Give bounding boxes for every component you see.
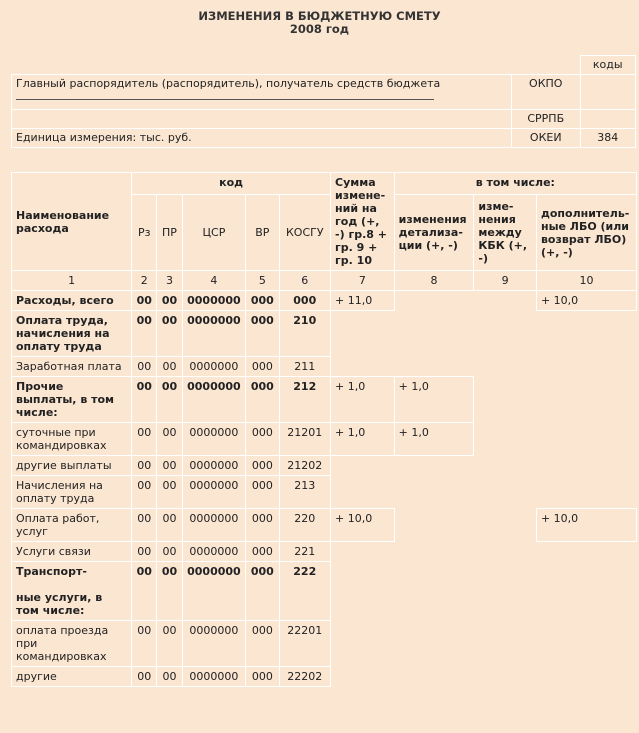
cell-vr: 000 xyxy=(246,542,279,562)
col-kosgu-header: КОСГУ xyxy=(279,195,331,271)
cell-kosgu: 213 xyxy=(279,476,331,509)
cell-csr: 0000000 xyxy=(182,542,246,562)
table-row xyxy=(12,357,637,377)
cell-pr: 00 xyxy=(157,509,182,542)
cell-vr: 000 xyxy=(246,621,279,667)
column-numbers-row xyxy=(12,271,637,291)
cell-kosgu: 222 xyxy=(279,562,331,621)
column-number: 4 xyxy=(182,271,246,291)
cell-detail xyxy=(394,667,474,687)
cell-rz: 00 xyxy=(132,377,157,423)
cell-detail xyxy=(394,476,474,509)
cell-pr: 00 xyxy=(157,291,182,311)
okpo-label: ОКПО xyxy=(512,75,581,110)
column-number: 9 xyxy=(474,271,537,291)
column-number: 8 xyxy=(394,271,474,291)
cell-extra xyxy=(536,621,636,667)
table-row xyxy=(12,621,637,667)
cell-rz: 00 xyxy=(132,357,157,377)
cell-pr: 00 xyxy=(157,357,182,377)
cell-sum xyxy=(331,357,395,377)
cell-csr: 0000000 xyxy=(182,291,246,311)
cell-extra: + 10,0 xyxy=(536,509,636,542)
column-number: 6 xyxy=(279,271,331,291)
cell-vr: 000 xyxy=(246,667,279,687)
cell-extra xyxy=(536,542,636,562)
cell-name: Расходы, всего xyxy=(12,291,132,311)
column-number: 10 xyxy=(536,271,636,291)
cell-between xyxy=(474,357,537,377)
table-row xyxy=(12,456,637,476)
cell-name: Заработная плата xyxy=(12,357,132,377)
cell-pr: 00 xyxy=(157,311,182,357)
cell-pr: 00 xyxy=(157,542,182,562)
cell-between xyxy=(474,377,537,423)
col-between-header: изме-нения между КБК (+, -) xyxy=(474,195,537,271)
col-vr-header: ВР xyxy=(246,195,279,271)
table-row xyxy=(12,311,637,357)
col-incl-header: в том числе: xyxy=(394,173,636,195)
cell-name: Начисления на оплату труда xyxy=(12,476,132,509)
cell-sum: + 10,0 xyxy=(331,509,395,542)
cell-vr: 000 xyxy=(246,377,279,423)
cell-extra xyxy=(536,377,636,423)
table-row xyxy=(12,291,637,311)
cell-kosgu: 21202 xyxy=(279,456,331,476)
cell-sum xyxy=(331,621,395,667)
table-row xyxy=(12,562,637,621)
column-number: 1 xyxy=(12,271,132,291)
cell-vr: 000 xyxy=(246,357,279,377)
cell-kosgu: 212 xyxy=(279,377,331,423)
srrpb-label: СРРПБ xyxy=(512,110,581,129)
table-row xyxy=(12,377,637,423)
col-name-header: Наименование расхода xyxy=(12,173,132,271)
unit-label: Единица измерения: тыс. руб. xyxy=(12,129,512,148)
column-number: 3 xyxy=(157,271,182,291)
srrpb-value xyxy=(580,110,636,129)
cell-pr: 00 xyxy=(157,562,182,621)
cell-detail xyxy=(394,621,474,667)
cell-name: Оплата труда, начисления на оплату труда xyxy=(12,311,132,357)
cell-rz: 00 xyxy=(132,562,157,621)
cell-detail xyxy=(394,291,474,311)
col-extra-header: дополнитель-ные ЛБО (или возврат ЛБО) (+, -) xyxy=(536,195,636,271)
cell-csr: 0000000 xyxy=(182,456,246,476)
table-row xyxy=(12,423,637,456)
cell-csr: 0000000 xyxy=(182,509,246,542)
cell-csr: 0000000 xyxy=(182,423,246,456)
cell-csr: 0000000 xyxy=(182,562,246,621)
cell-kosgu: 22201 xyxy=(279,621,331,667)
cell-sum: + 11,0 xyxy=(331,291,395,311)
cell-kosgu: 21201 xyxy=(279,423,331,456)
col-kod-header: код xyxy=(132,173,331,195)
table-row xyxy=(12,476,637,509)
cell-detail xyxy=(394,562,474,621)
title-line2: 2008 год xyxy=(289,22,350,36)
cell-csr: 0000000 xyxy=(182,377,246,423)
cell-between xyxy=(474,621,537,667)
cell-between xyxy=(474,311,537,357)
cell-csr: 0000000 xyxy=(182,621,246,667)
cell-sum xyxy=(331,667,395,687)
codes-label: коды xyxy=(580,56,636,75)
cell-detail: + 1,0 xyxy=(394,377,474,423)
manager-underline xyxy=(16,98,434,100)
cell-pr: 00 xyxy=(157,621,182,667)
cell-between xyxy=(474,667,537,687)
cell-vr: 000 xyxy=(246,423,279,456)
document-title xyxy=(0,10,639,36)
cell-sum xyxy=(331,456,395,476)
cell-vr: 000 xyxy=(246,509,279,542)
cell-detail xyxy=(394,509,474,542)
cell-sum: + 1,0 xyxy=(331,423,395,456)
cell-sum xyxy=(331,311,395,357)
cell-name: суточные при командировках xyxy=(12,423,132,456)
column-number: 5 xyxy=(246,271,279,291)
cell-name: Услуги связи xyxy=(12,542,132,562)
okei-label: ОКЕИ xyxy=(512,129,581,148)
cell-detail xyxy=(394,542,474,562)
cell-pr: 00 xyxy=(157,377,182,423)
cell-extra xyxy=(536,456,636,476)
cell-vr: 000 xyxy=(246,562,279,621)
cell-sum xyxy=(331,476,395,509)
cell-rz: 00 xyxy=(132,456,157,476)
budget-table xyxy=(11,172,637,687)
cell-vr: 000 xyxy=(246,476,279,509)
cell-kosgu: 220 xyxy=(279,509,331,542)
cell-vr: 000 xyxy=(246,311,279,357)
cell-rz: 00 xyxy=(132,509,157,542)
cell-rz: 00 xyxy=(132,667,157,687)
cell-detail xyxy=(394,311,474,357)
cell-sum xyxy=(331,542,395,562)
cell-vr: 000 xyxy=(246,456,279,476)
okei-value: 384 xyxy=(580,129,636,148)
cell-kosgu: 22202 xyxy=(279,667,331,687)
cell-rz: 00 xyxy=(132,423,157,456)
cell-extra xyxy=(536,562,636,621)
cell-pr: 00 xyxy=(157,423,182,456)
cell-between xyxy=(474,542,537,562)
cell-name: Транспорт- ные услуги, в том числе: xyxy=(12,562,132,621)
cell-pr: 00 xyxy=(157,456,182,476)
cell-detail: + 1,0 xyxy=(394,423,474,456)
column-number: 7 xyxy=(331,271,395,291)
cell-extra xyxy=(536,476,636,509)
table-row xyxy=(12,509,637,542)
col-pr-header: ПР xyxy=(157,195,182,271)
cell-name: Прочие выплаты, в том числе: xyxy=(12,377,132,423)
cell-between xyxy=(474,456,537,476)
cell-csr: 0000000 xyxy=(182,357,246,377)
cell-sum xyxy=(331,562,395,621)
cell-extra xyxy=(536,667,636,687)
col-rz-header: Рз xyxy=(132,195,157,271)
cell-rz: 00 xyxy=(132,542,157,562)
cell-extra xyxy=(536,423,636,456)
main-manager-label: Главный распорядитель (распорядитель), получатель средств бюджета xyxy=(16,77,441,90)
cell-rz: 00 xyxy=(132,476,157,509)
blank-cell xyxy=(12,110,512,129)
header-table xyxy=(11,55,636,148)
table-row xyxy=(12,667,637,687)
col-detail-header: изменения детализа-ции (+, -) xyxy=(394,195,474,271)
cell-extra xyxy=(536,357,636,377)
cell-pr: 00 xyxy=(157,667,182,687)
cell-name: Оплата работ, услуг xyxy=(12,509,132,542)
cell-rz: 00 xyxy=(132,311,157,357)
table-row xyxy=(12,542,637,562)
cell-rz: 00 xyxy=(132,621,157,667)
cell-rz: 00 xyxy=(132,291,157,311)
cell-name: другие выплаты xyxy=(12,456,132,476)
cell-between xyxy=(474,291,537,311)
column-number: 2 xyxy=(132,271,157,291)
cell-between xyxy=(474,423,537,456)
main-manager-cell xyxy=(12,75,512,110)
cell-name: оплата проезда при командировках xyxy=(12,621,132,667)
cell-pr: 00 xyxy=(157,476,182,509)
cell-vr: 000 xyxy=(246,291,279,311)
table-body xyxy=(12,291,637,687)
cell-csr: 0000000 xyxy=(182,311,246,357)
cell-between xyxy=(474,562,537,621)
cell-between xyxy=(474,509,537,542)
okpo-value xyxy=(580,75,636,110)
cell-extra: + 10,0 xyxy=(536,291,636,311)
cell-kosgu: 000 xyxy=(279,291,331,311)
cell-kosgu: 210 xyxy=(279,311,331,357)
cell-sum: + 1,0 xyxy=(331,377,395,423)
cell-detail xyxy=(394,456,474,476)
cell-between xyxy=(474,476,537,509)
cell-kosgu: 211 xyxy=(279,357,331,377)
col-sum-header: Сумма измене-ний на год (+, -) гр.8 + гр. 9 + гр. 10 xyxy=(331,173,395,271)
cell-name: другие xyxy=(12,667,132,687)
cell-csr: 0000000 xyxy=(182,476,246,509)
cell-detail xyxy=(394,357,474,377)
cell-kosgu: 221 xyxy=(279,542,331,562)
title-line1: ИЗМЕНЕНИЯ В БЮДЖЕТНУЮ СМЕТУ xyxy=(198,9,441,23)
col-csr-header: ЦСР xyxy=(182,195,246,271)
cell-csr: 0000000 xyxy=(182,667,246,687)
cell-extra xyxy=(536,311,636,357)
